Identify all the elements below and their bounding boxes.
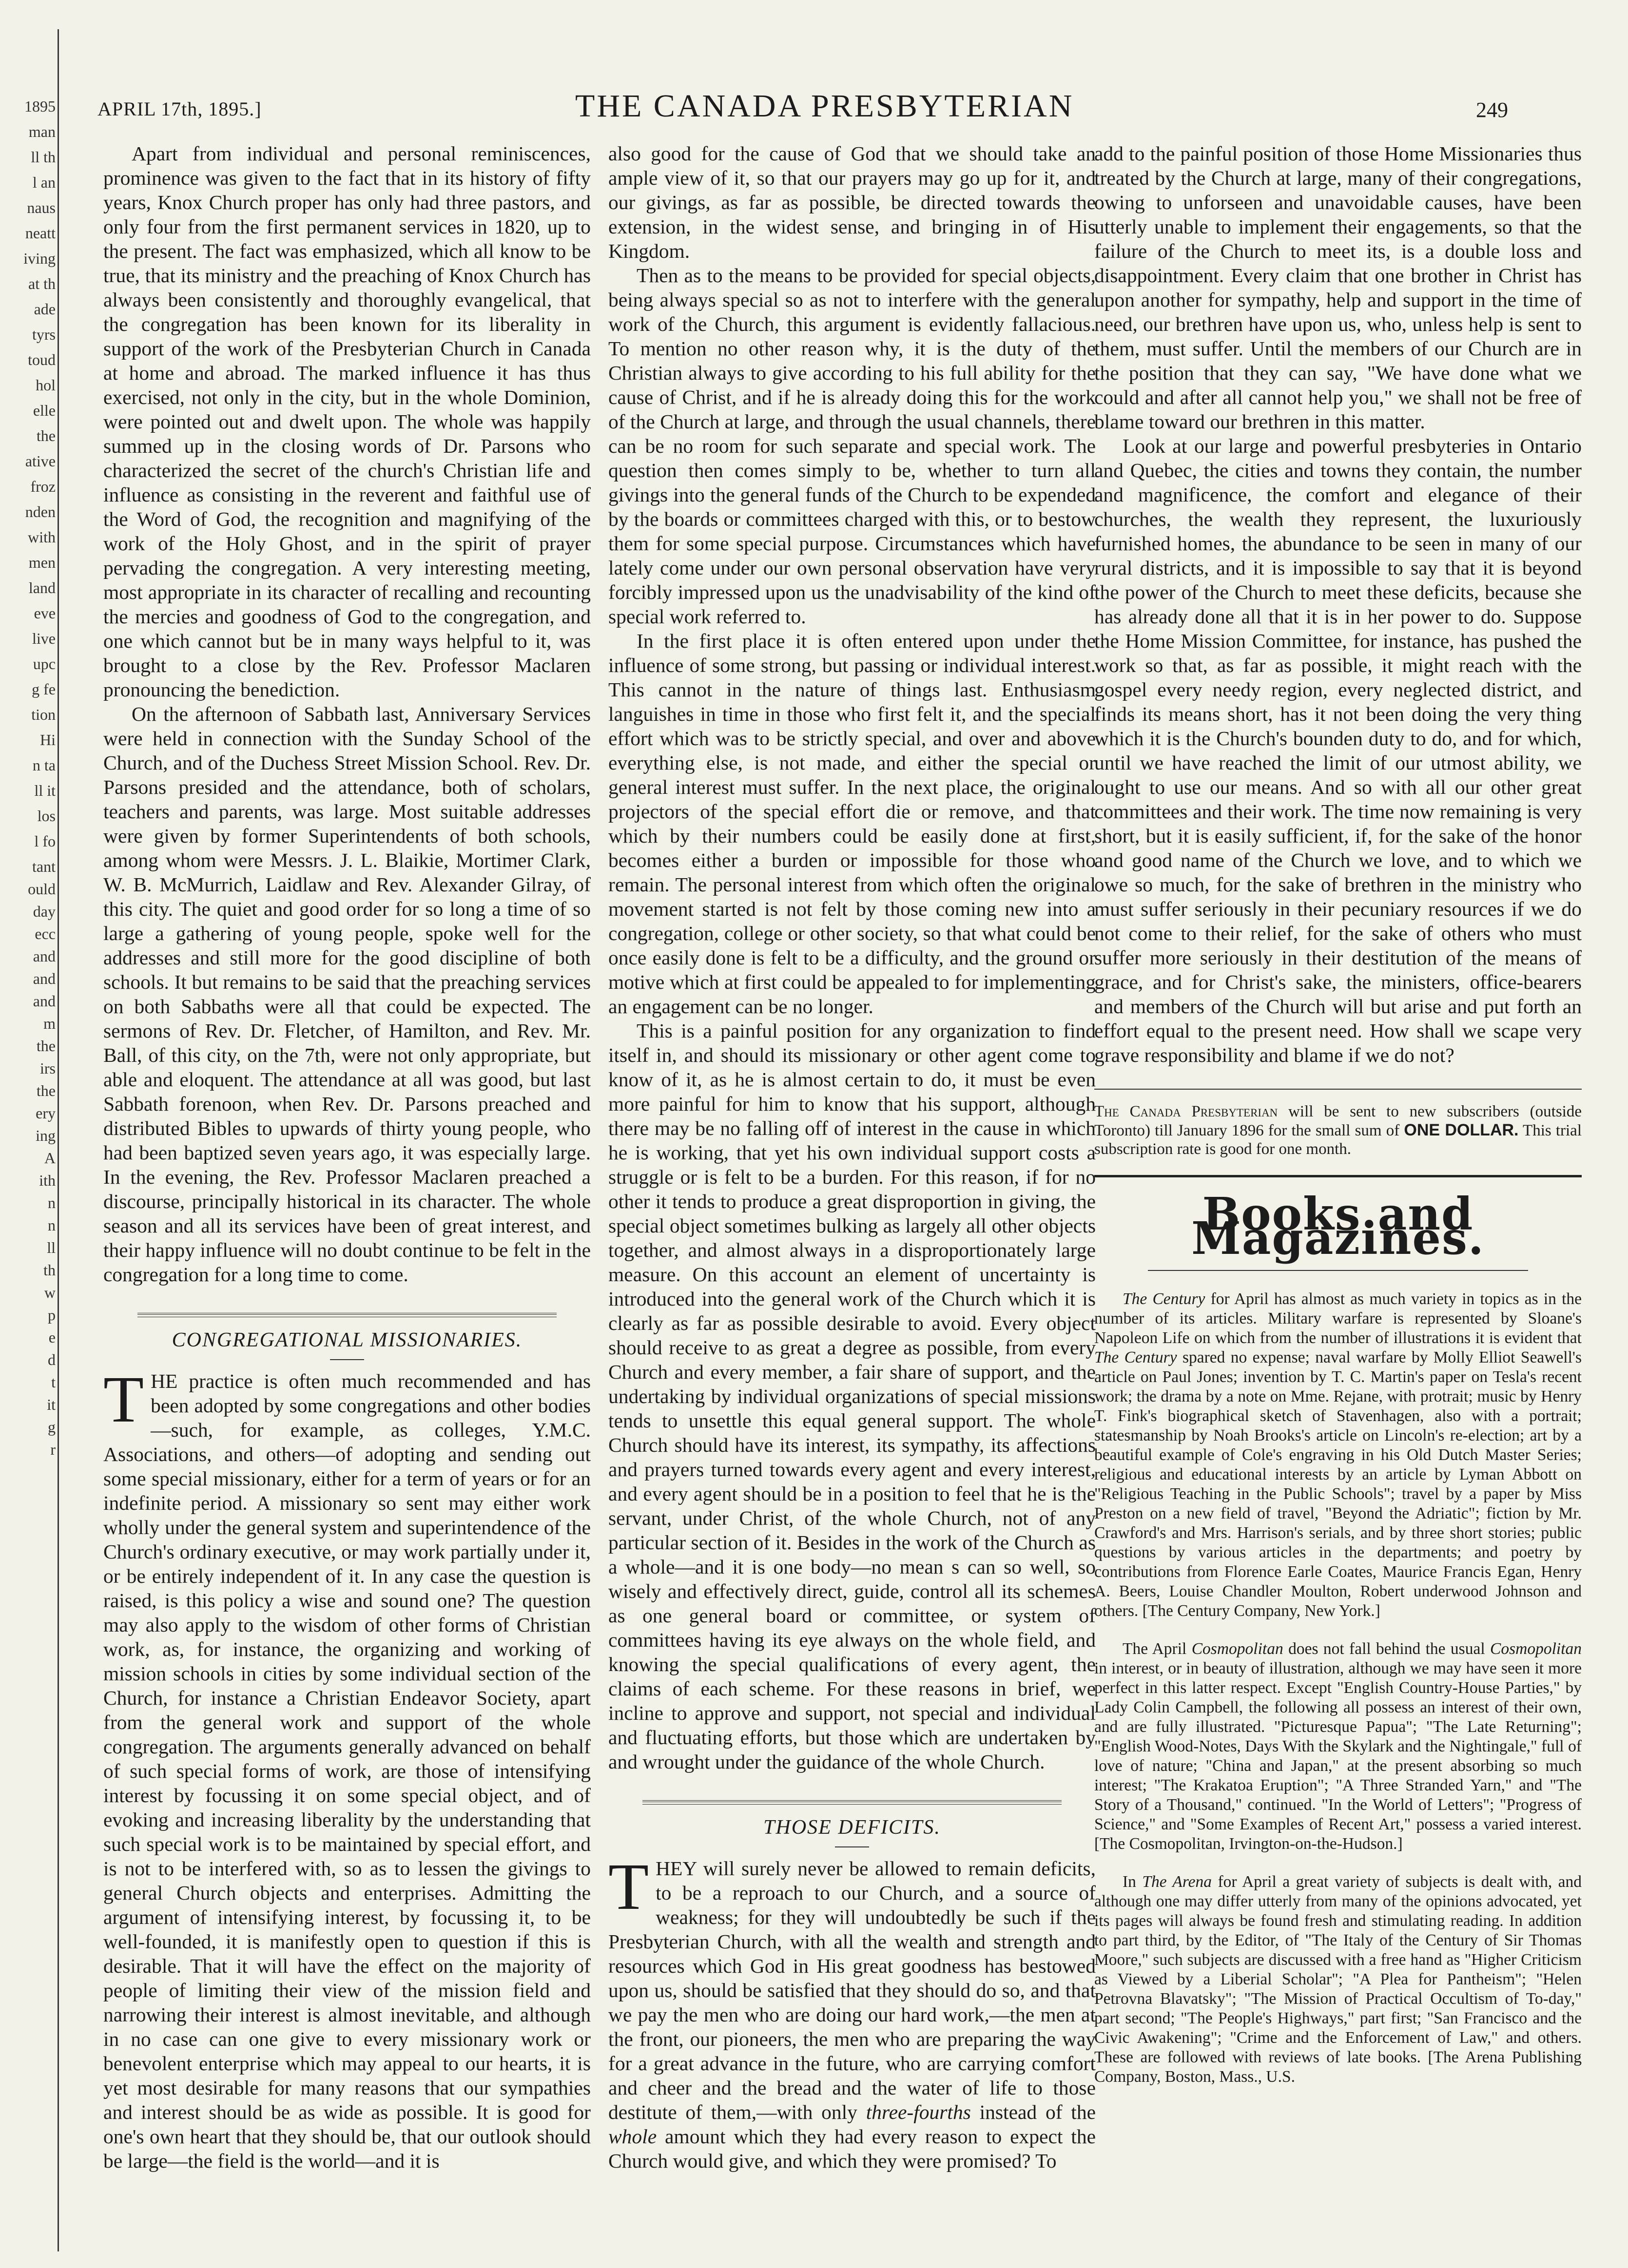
review-cosmopolitan <box>1094 1639 1582 1854</box>
review-text: in interest, or in beauty of illustration, although we may have seen it more perfect in this latter respect. Except "English Country-House Parties," by Lady Colin Campbell, the following all possess an interest of their own, and are fully illustrated. "Picturesque Papua"; "The Late Returning"; "English Wood-Notes, Days With the Skylark and the Nightingale," full of love of nature; "China and Japan," at the present absorbing so much interest; "The Krakatoa Eruption"; "A Three Stranded Yarn," and "The Story of a Thousand," continued. "In the World of Letters"; "Progress of Science," and "Some Examples of Recent Art," possess a varied interest. [The Cosmopolitan, Irvington-on-the-Hudson.] <box>1094 1659 1582 1853</box>
margin-fragment: at th <box>28 275 56 292</box>
emphasis-text: three-fourths <box>866 2101 971 2123</box>
margin-fragment: the <box>36 427 56 444</box>
margin-fragment: ith <box>39 1172 56 1189</box>
magazine-name: Cosmopolitan <box>1191 1640 1283 1658</box>
margin-fragment: ative <box>25 452 56 470</box>
subscription-notice <box>1094 1089 1582 1158</box>
review-century <box>1094 1289 1582 1621</box>
paragraph-text: HE practice is often much recommended and has been adopted by some congregations and other bodies—such, for example, as colleges, Y.M.C. Associations, and others—of adopting and sending out some special missionary, either for a term of years or for an indefinite period. A missionary so sent may either work wholly under the general system and superintendence of the Church's ordinary executive, or may work partially under it, or be entirely independent of it. In any case the question is raised, is this policy a wise and sound one? The question may also apply to the wisdom of other forms of Christian work, as, for instance, the organizing and working of mission schools in cities by some individual section of the Church, for instance a Christian Endeavor Society, apart from the general work and support of the whole congregation. The arguments generally advanced on behalf of such special forms of work, are those of intensifying interest by focussing it on some special object, and of evoking and increasing liberality by the understanding that such special work is to be maintained by special effort, and is not to be interfered with, so as to lessen the givings to general Church objects and enterprises. Admitting the argument of intensifying interest, by focussing it, to be well-founded, it is manifestly open to question if this is desirable. That it will have the effect on the majority of people of limiting their view of the mission field and narrowing their interest is almost inevitable, and although in no case can one give to every missionary work or benevolent enterprise which may appeal to our hearts, it is yet most desirable for many reasons that our sympathies and interest should be as wide as possible. It is good for one's own heart that they should be, that our outlook should be large—the field is the world—and it is <box>103 1370 591 2172</box>
margin-fragment: r <box>50 1441 56 1458</box>
margin-fragment: m <box>43 1015 56 1032</box>
margin-fragment: ecc <box>35 925 56 942</box>
article-paragraph: This is a painful position for any organization to find itself in, and should its missionary or other agent come to know of it, as he is almost certain to do, it must be even more painful for him to know that his support, although there may be no falling off of interest in the cause in which he is working, that yet his own individual support costs a struggle or is felt to be a burden. For this reason, if for no other it tends to produce a great disproportion in giving, the special object sometimes bulking as largely all other objects together, and almost always in a disproportionately large measure. On this account an element of uncertainty is introduced into the general work of the Church which it is clearly as far as possible desirable to avoid. Every object should receive to as great a degree as possible, from every Church and every member, a fair share of support, and the undertaking by individual organizations of special missions tends to unsettle this equal general support. The whole Church should have its interest, its sympathy, its affections and prayers turned towards every agent and every interest, and every agent should be in a position to feel that he is the servant, under Christ, of the whole Church, not of any particular section of it. Besides in the work of the Church as a whole—and it is one body—no mean s can so well, so wisely and effectively direct, guide, control all its schemes as one general board or committee, or system of committees having its eye always on the whole field, and knowing the special qualifications of every agent, the claims of each scheme. For these reasons in brief, we incline to approve and support, not special and individual and fluctuating efforts, but those which are undertaken by and wrought under the guidance of the whole Church. <box>608 1019 1096 1773</box>
margin-fragment: n <box>48 1216 56 1234</box>
review-text: for April has almost as much variety in topics as in the number of its articles. Military warfare is represented by Sloane's Napoleon Life on which from the number of illustrations it is evident that <box>1094 1290 1582 1347</box>
article-paragraph: Look at our large and powerful presbyteries in Ontario and Quebec, the cities and towns they contain, the number and magnificence, the comfort and elegance of their churches, the wealth they represent, the luxuriously furnished homes, the abundance to be seen in many of our rural districts, and it is impossible to say that it is beyond the power of the Church to meet these deficits, because she has already done all that it is in her power to do. Suppose the Home Mission Committee, for instance, has pushed the work so that, as far as possible, it might reach with the gospel every needy region, every neglected district, and finds its means short, has it not been doing the very thing which it is the Church's bounden duty to do, and for which, until we have reached the limit of our utmost ability, we ought to use our means. And so with all our other great committees and their work. The time now remaining is very short, but it is easily sufficient, if, for the sake of the honor and good name of the Church we love, and to which we owe so much, for the sake of brethren in the ministry who must suffer seriously in their pecuniary resources if we do not come to their relief, for the sake of others who must suffer more seriously in their destitution of the means of grace, and for Christ's sake, the ministers, office-bearers and members of the Church will but arise and put forth an effort equal to the present need. How shall we scape very grave responsibility and blame if we do not? <box>1094 435 1582 1066</box>
article-paragraph: also good for the cause of God that we should take an ample view of it, so that our prayers may go up for it, and our givings, as far as possible, be directed towards the extension, in the widest sense, and bringing in of His Kingdom. <box>608 142 1096 262</box>
drop-cap: T <box>103 1363 144 1436</box>
section-heading-text: CONGREGATIONAL MISSIONARIES. <box>172 1329 523 1351</box>
margin-fragment: Hi <box>40 731 56 749</box>
margin-fragment: neatt <box>25 224 56 242</box>
margin-fragment: naus <box>27 199 56 216</box>
margin-fragment: n ta <box>32 756 56 774</box>
margin-fragment: irs <box>40 1059 56 1077</box>
margin-fragment: 1895 <box>24 97 56 115</box>
margin-fragment: the <box>36 1082 56 1099</box>
margin-fragment: day <box>33 903 56 920</box>
margin-rule <box>58 29 59 2251</box>
column-3 <box>1094 141 1582 2087</box>
margin-fragment: upc <box>33 655 56 673</box>
paragraph-text: amount which they had every reason to expect the Church would give, and which they were promised? To <box>608 2125 1096 2172</box>
margin-fragment: g <box>48 1418 56 1436</box>
margin-fragment: los <box>37 807 56 825</box>
margin-fragment: nden <box>25 503 56 520</box>
margin-fragment: with <box>28 528 56 546</box>
magazine-name: The Century <box>1123 1290 1205 1308</box>
margin-fragment: and <box>33 970 56 987</box>
article-paragraph <box>103 1363 591 2173</box>
previous-page-margin <box>0 0 73 2268</box>
margin-fragment: l fo <box>34 832 56 850</box>
section-heading <box>608 1800 1096 1847</box>
heading-dash <box>330 1359 364 1360</box>
review-text: The April <box>1123 1640 1192 1658</box>
margin-fragment: t <box>51 1373 56 1391</box>
margin-fragment: iving <box>23 250 56 267</box>
paragraph-text: HEY will surely never be allowed to remain deficits, to be a reproach to our Church, and a source of weakness; for they will undoubtedly be such if the Presbyterian Church, with all the wealth and strength and resources which God in His great goodness has bestowed upon us, should be satisfied that they should do so, and that we pay the men who are doing our hard work,—the men at the front, our pioneers, the men who are preparing the way for a great advance in the future, who are carrying comfort and cheer and the bread and the water of life to those destitute of them,—with only <box>608 1857 1096 2123</box>
margin-fragment: toud <box>28 351 56 368</box>
margin-fragment: live <box>32 630 56 647</box>
margin-fragment: p <box>48 1306 56 1324</box>
margin-fragment: e <box>48 1328 56 1346</box>
margin-fragment: ing <box>36 1127 56 1144</box>
article-paragraph: Apart from individual and personal reminiscences, prominence was given to the fact that in its history of fifty years, Knox Church proper has only had three pastors, and only four from the first permanent services in 1820, up to the present. The fact was emphasized, which all know to be true, that its ministry and the preaching of Knox Church has always been consistently and thoroughly evangelical, that the congregation has been known for its liberality in support of the work of the Presbyterian Church in Canada at home and abroad. The marked influence it has thus exercised, not only in the city, but in the whole Dominion, were pointed out and dwelt upon. The whole was happily summed up in the closing words of Dr. Parsons who characterized the secret of the church's Christian life and influence as consisting in the reverent and faithful use of the Word of God, the recognition and magnifying of the work of the Holy Ghost, and in the spirit of prayer pervading the congregation. A very interesting meeting, most appropriate in its character of recalling and recounting the mercies and goodness of God to the congregation, and one which cannot but be in many ways helpful to it, was brought to a close by the Rev. Professor Maclaren pronouncing the benediction. <box>103 142 591 701</box>
margin-fragment: A <box>44 1149 56 1167</box>
margin-fragment: elle <box>33 402 56 419</box>
section-heading <box>103 1313 591 1360</box>
margin-fragment: ll <box>47 1239 56 1256</box>
margin-fragment: d <box>48 1351 56 1368</box>
article-paragraph: In the first place it is often entered upon under the influence of some strong, but passing or individual interest. This cannot in the nature of things last. Enthusiasm languishes in time in those who first felt it, and the special effort which was to be strictly special, and over and above everything else, is not made, and either the special or general interest must suffer. In the next place, the original projectors of the special effort die or remove, and that which by their numbers could be easily done at first, becomes either a burden or impossible for those who remain. The personal interest from which often the original movement started is not felt by those coming new into a congregation, college or other society, so that what could be once easily done is felt to be a difficulty, and the ground or motive which at first could be appealed to for implementing an engagement can be no longer. <box>608 630 1096 1018</box>
margin-fragment: w <box>44 1284 56 1301</box>
margin-fragment: men <box>28 554 56 571</box>
margin-fragment: ll th <box>31 148 56 166</box>
margin-fragment: tyrs <box>32 326 56 343</box>
newspaper-title: THE CANADA PRESBYTERIAN <box>575 88 1074 124</box>
page-number: 249 <box>1476 98 1508 122</box>
section-heading-text: THOSE DEFICITS. <box>763 1816 941 1839</box>
review-text: for April a great variety of subjects is dealt with, and although one may differ utterly from many of the opinions advocated, yet its pages will always be found fresh and stimulating reading. In addition to part third, by the Editor, of "The Italy of the Century of Sir Thomas Moore," such subjects are discussed with a free hand as "Higher Criticism as Viewed by a Liberial Scholar"; "A Plea for Pantheism"; "Helen Petrovna Blavatsky"; "The Mission of Practical Occultism of To-day," part second; "The People's Highways," part first; "San Francisco and the Civic Awakening"; "Crime and the Enforcement of Law," and others. These are followed with reviews of late books. [The Arena Publishing Company, Boston, Mass., U.S. <box>1094 1873 1582 2086</box>
emphasis-text: whole <box>608 2125 657 2148</box>
margin-fragment: tant <box>32 858 56 875</box>
article-paragraph: add to the painful position of those Home Missionaries thus treated by the Church at large, many of their congregations, owing to unforseen and unavoidable causes, have been utterly unable to implement their engagements, so that the failure of the Church to meet its, is a double loss and disappointment. Every claim that one brother in Christ has upon another for sympathy, help and support in the time of need, our brethren have upon us, who, unless help is sent to them, must suffer. Until the members of our Church are in the position that they can say, "We have done what we could and after all cannot help you," we shall not be free of blame toward our brethren in this matter. <box>1094 142 1582 433</box>
margin-fragment: th <box>43 1261 56 1279</box>
margin-fragment: g fe <box>32 680 56 698</box>
column-2 <box>608 141 1096 2173</box>
notice-publication: The Canada Presbyterian <box>1094 1103 1278 1120</box>
notice-text: This trial subscription rate is good for one month. <box>1094 1122 1582 1158</box>
column-1 <box>103 141 591 2173</box>
margin-fragment: l an <box>32 173 56 191</box>
margin-fragment: the <box>36 1037 56 1055</box>
margin-fragment: land <box>28 579 56 596</box>
margin-fragment: man <box>28 123 56 140</box>
magazine-name: The Arena <box>1142 1873 1212 1891</box>
article-paragraph: Then as to the means to be provided for special objects, being always special so as not to interfere with the general work of the Church, this argument is evidently fallacious. To mention no other reason why, it is the duty of the Christian always to give according to his full ability for the cause of Christ, and if he is already doing this for the work of the Church at large, and through the usual channels, there can be no room for such separate and special work. The question then comes simply to be, whether to turn all givings into the general funds of the Church to be expended by the boards or committees charged with this, or to bestow them for some special purpose. Circumstances which have lately come under our own personal observation have very forcibly impressed upon us the unadvisability of the kind of special work referred to. <box>608 264 1096 628</box>
margin-fragment: ould <box>28 880 56 898</box>
article-paragraph: On the afternoon of Sabbath last, Anniversary Services were held in connection with the Sunday School of the Church, and of the Duchess Street Mission School. Rev. Dr. Parsons presided and the attendance, both of scholars, teachers and parents, was large. Most suitable addresses were given by former Superintendents of both schools, among whom were Messrs. J. L. Blaikie, Mortimer Clark, W. B. McMurrich, Laidlaw and Rev. Alexander Gilray, of this city. The quiet and good order for so long a time of so large a gathering of young people, spoke well for the addresses and still more for the good discipline of both schools. It but remains to be said that the preaching services on both Sabbaths were all that could be expected. The sermons of Rev. Dr. Fletcher, of Hamilton, and Rev. Mr. Ball, of this city, on the 7th, were not only appropriate, but able and eloquent. The attendance at all was good, but last Sabbath forenoon, when Rev. Dr. Parsons preached and distributed Bibles to upwards of thirty young people, who had been baptized seven years ago, it was especially large. In the evening, the Rev. Professor Maclaren preached a discourse, principally historical in its character. The whole season and all its services have been of great interest, and their happy influence will no doubt continue to be felt in the congregation for a long time to come. <box>103 703 591 1286</box>
review-text: spared no expense; naval warfare by Molly Elliot Seawell's article on Paul Jones; invention by T. C. Martin's paper on Tesla's recent work; the drama by a note on Mme. Rejane, with protrait; music by Henry T. Fink's biographical sketch of Stavenhagen, also with a portrait; statesmanship by Noah Brooks's article on Lincoln's re-election; art by a beautiful example of Cole's engraving in his Old Dutch Master Series; religious and educational interests by an article by Lyman Abbott on "Religious Teaching in the Public Schools"; travel by a paper by Miss Preston on a new field of travel, "Beyond the Adriatic"; fiction by Mr. Crawford's and Mrs. Harrison's serials, and by three short stories; public questions by various articles in the departments; and poetry by contributions from Florence Earle Coates, Maurice Francis Egan, Henry A. Beers, Louise Chandler Moulton, Robert underwood Johnson and others. [The Century Company, New York.] <box>1094 1348 1582 1620</box>
margin-fragment: tion <box>31 706 56 723</box>
article-paragraph <box>608 1850 1096 2173</box>
margin-fragment: it <box>47 1396 56 1413</box>
paragraph-text: instead of the <box>970 2101 1096 2123</box>
margin-fragment: and <box>33 992 56 1010</box>
margin-fragment: and <box>33 947 56 965</box>
review-text: In <box>1123 1873 1143 1891</box>
review-text: does not fall behind the usual <box>1283 1640 1490 1658</box>
margin-fragment: ery <box>36 1104 56 1122</box>
margin-fragment: n <box>48 1194 56 1211</box>
margin-fragment: ll it <box>34 782 56 799</box>
margin-fragment: eve <box>34 604 56 622</box>
margin-fragment: hol <box>36 376 56 394</box>
heading-dash <box>835 1846 869 1847</box>
notice-price: ONE DOLLAR. <box>1404 1121 1519 1139</box>
magazine-name: The Century <box>1094 1348 1177 1366</box>
review-arena <box>1094 1872 1582 2087</box>
notice-text: will be sent to new subscribers (outside Toronto) till January 1896 for the small sum of <box>1094 1103 1582 1139</box>
drop-cap: T <box>608 1850 649 1923</box>
margin-fragment: froz <box>30 478 56 495</box>
margin-fragment: ade <box>34 300 56 318</box>
magazine-name: Cosmopolitan <box>1490 1640 1582 1658</box>
books-magazines-heading: Books and Magazines. <box>1094 1175 1582 1271</box>
issue-date: APRIL 17th, 1895.] <box>97 98 262 120</box>
